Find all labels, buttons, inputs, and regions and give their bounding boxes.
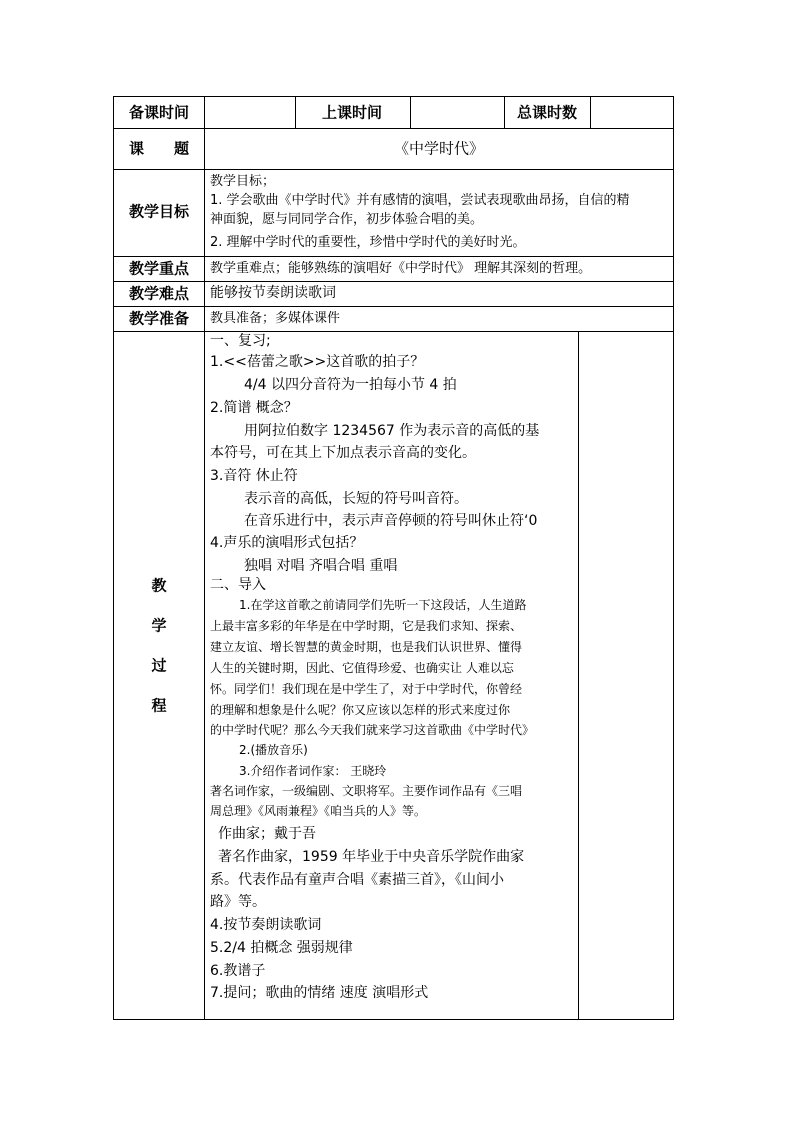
key-points-value: 教学重难点；能够熟练的演唱好《中学时代》 理解其深刻的哲理。 [210, 261, 592, 276]
intro-line: 1.在学这首歌之前请同学们先听一下这段话，人生道路 [239, 598, 527, 612]
composer-line: 系。代表作品有童声合唱《素描三首》，《山间小 [210, 872, 504, 888]
process-label-char: 学 [151, 616, 167, 635]
review-line: 2.简谱 概念？ [210, 400, 298, 416]
column-divider [504, 97, 505, 128]
review-line: 表示音的高低，长短的符号叫音符。 [244, 491, 468, 507]
prep-time-label: 备课时间 [128, 103, 190, 122]
key-points-label: 教学重点 [128, 259, 190, 278]
process-label-char: 程 [151, 696, 167, 715]
lesson-plan-table [113, 96, 674, 1020]
review-line: 在音乐进行中，表示声音停顿的符号叫休止符‘0 [244, 513, 538, 529]
review-line: 二、导入 [210, 577, 266, 593]
row-divider [114, 256, 673, 257]
preparation-label: 教学准备 [128, 309, 190, 328]
review-line: 独唱 对唱 齐唱合唱 重唱 [244, 558, 398, 574]
objectives-line: 2. 理解中学时代的重要性，珍惜中学时代的美好时光。 [210, 235, 526, 250]
column-divider [295, 97, 296, 128]
intro-line: 人生的关键时期，因此、它值得珍爱、也确实让 人难以忘 [210, 661, 514, 675]
review-line: 4.声乐的演唱形式包括？ [210, 535, 364, 551]
composer-line: 著名作曲家，1959 年毕业于中央音乐学院作曲家 [218, 849, 525, 865]
intro-line: 建立友谊、增长智慧的黄金时期，也是我们认识世界、懂得 [210, 640, 523, 654]
objectives-label: 教学目标 [128, 202, 190, 221]
column-divider [204, 97, 205, 1019]
intro-line: 的中学时代呢？那么今天我们就来学习这首歌曲《中学时代》 [210, 723, 535, 737]
composer-line: 7.提问；歌曲的情绪 速度 演唱形式 [210, 985, 429, 1001]
process-label-char: 教 [151, 576, 167, 595]
row-divider [114, 281, 673, 282]
intro-line: 的理解和想象是什么呢？你又应该以怎样的形式来度过你 [210, 703, 511, 717]
difficulties-value: 能够按节奏朗读歌词 [210, 285, 336, 301]
topic-label: 课 题 [128, 139, 190, 158]
process-label-char: 过 [151, 656, 167, 675]
composer-line: 4.按节奏朗读歌词 [210, 917, 322, 933]
row-divider [114, 169, 673, 170]
column-divider [578, 331, 579, 1019]
total-hours-label: 总课时数 [516, 103, 578, 122]
review-line: 1.<<蓓蕾之歌>>这首歌的拍子？ [210, 354, 425, 370]
intro-line: 周总理》《风雨兼程》《咱当兵的人》等。 [210, 804, 427, 818]
objectives-line: 教学目标； [210, 174, 276, 189]
intro-line: 怀。同学们！我们现在是中学生了，对于中学时代，你曾经 [210, 682, 523, 696]
review-line: 本符号，可在其上下加点表示音高的变化。 [210, 445, 476, 461]
column-divider [410, 97, 411, 128]
row-divider [114, 331, 673, 332]
review-line: 3.音符 休止符 [210, 468, 298, 484]
review-line: 4/4 以四分音符为一拍每小节 4 拍 [244, 377, 457, 393]
intro-line: 3.介绍作者词作家： 王晓玲 [239, 764, 387, 778]
topic-value: 《中学时代》 [393, 139, 485, 158]
review-line: 用阿拉伯数字 1234567 作为表示音的高低的基 [244, 423, 540, 439]
intro-line: 2.(播放音乐) [239, 743, 308, 757]
difficulties-label: 教学难点 [128, 284, 190, 303]
preparation-value: 教具准备；多媒体课件 [210, 311, 341, 326]
intro-line: 上最丰富多彩的年华是在中学时期，它是我们求知、探索、 [210, 619, 523, 633]
class-time-label: 上课时间 [321, 103, 383, 122]
row-divider [114, 306, 673, 307]
review-line: 一、复习; [210, 333, 271, 349]
intro-line: 著名词作家，一级编剧、文职将军。主要作词作品有《三唱 [210, 784, 523, 798]
column-divider [590, 97, 591, 128]
composer-line: 5.2/4 拍概念 强弱规律 [210, 940, 353, 956]
objectives-line: 神面貌，愿与同同学合作，初步体验合唱的美。 [210, 212, 484, 227]
row-divider [114, 128, 673, 129]
composer-line: 6.教谱子 [210, 963, 266, 979]
composer-line: 路》等。 [210, 894, 266, 910]
composer-line: 作曲家；戴于吾 [218, 826, 316, 842]
objectives-line: 1. 学会歌曲《中学时代》并有感情的演唱，尝试表现歌曲昂扬，自信的精 [210, 193, 630, 208]
